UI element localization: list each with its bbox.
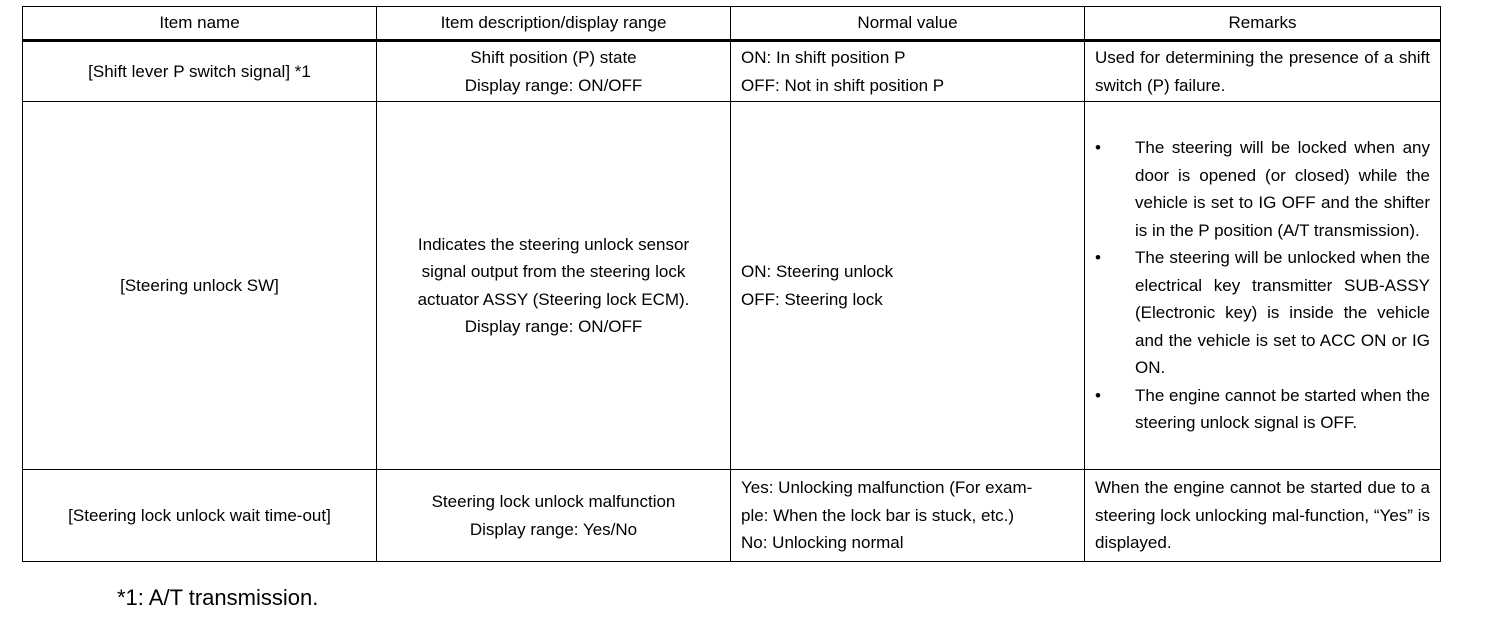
bullet-icon: •: [1095, 138, 1101, 158]
normal-value-line: No: Unlocking normal: [741, 533, 904, 553]
item-description-cell: [377, 102, 731, 470]
normal-value-cell: [731, 102, 1085, 470]
normal-value-line: OFF: Not in shift position P: [741, 75, 945, 95]
item-name-cell: [Shift lever P switch signal] *1: [23, 41, 377, 102]
description-line: Steering lock unlock malfunction: [431, 492, 676, 511]
bullet-icon: •: [1095, 385, 1101, 405]
item-name-cell: [Steering lock unlock wait time-out]: [23, 470, 377, 562]
remarks-cell: [1085, 102, 1441, 470]
table-row: [23, 102, 1441, 470]
normal-value-line: Yes: Unlocking malfunction (For exam-: [741, 478, 1033, 498]
remarks-cell: Used for determining the presence of a shift switch (P) failure.: [1085, 41, 1441, 102]
normal-value-line: ON: Steering unlock: [741, 262, 894, 281]
diagnostic-data-table: [22, 6, 1441, 562]
normal-value-line: OFF: Steering lock: [741, 289, 883, 309]
bullet-icon: •: [1095, 248, 1101, 268]
normal-value-cell: [731, 41, 1085, 102]
remarks-bullet-item: [1095, 382, 1430, 437]
remarks-bullet-list: [1095, 134, 1430, 437]
description-line: Display range: ON/OFF: [464, 75, 643, 95]
remarks-cell: When the engine cannot be started due to a steering lock unlocking mal-function, “Yes” is displayed.: [1085, 470, 1441, 562]
item-description-cell: [377, 41, 731, 102]
remarks-bullet-text: The steering will be locked when any door is opened (or closed) while the vehicle is set to IG OFF and the shifter is in the P position (A/T transmission).: [1135, 138, 1430, 240]
description-line: Display range: Yes/No: [469, 519, 638, 539]
remarks-bullet-item: [1095, 244, 1430, 382]
table-row: [23, 470, 1441, 562]
column-header-item-description: Item description/display range: [377, 7, 731, 41]
table-header-row: [23, 7, 1441, 41]
remarks-bullet-text: The engine cannot be started when the steering unlock signal is OFF.: [1135, 385, 1430, 433]
normal-value-line: ple: When the lock bar is stuck, etc.): [741, 505, 1015, 525]
description-line: Shift position (P) state: [470, 48, 637, 67]
normal-value-cell: [731, 470, 1085, 562]
normal-value-line: ON: In shift position P: [741, 48, 906, 67]
column-header-item-name: Item name: [23, 7, 377, 41]
table-row: [23, 41, 1441, 102]
remarks-bullet-item: [1095, 134, 1430, 244]
remarks-bullet-text: The steering will be unlocked when the electrical key transmitter SUB-ASSY (Electronic key) is inside the vehicle and the vehicle is set to ACC ON or IG ON.: [1135, 248, 1430, 378]
column-header-remarks: Remarks: [1085, 7, 1441, 41]
column-header-normal-value: Normal value: [731, 7, 1085, 41]
description-line: actuator ASSY (Steering lock ECM).: [417, 289, 690, 309]
description-line: Indicates the steering unlock sensor: [417, 234, 690, 254]
footnote: *1: A/T transmission.: [117, 585, 319, 610]
description-line: Display range: ON/OFF: [464, 317, 643, 336]
item-description-cell: [377, 470, 731, 562]
description-line: signal output from the steering lock: [421, 262, 686, 281]
item-name-cell: [Steering unlock SW]: [23, 102, 377, 470]
